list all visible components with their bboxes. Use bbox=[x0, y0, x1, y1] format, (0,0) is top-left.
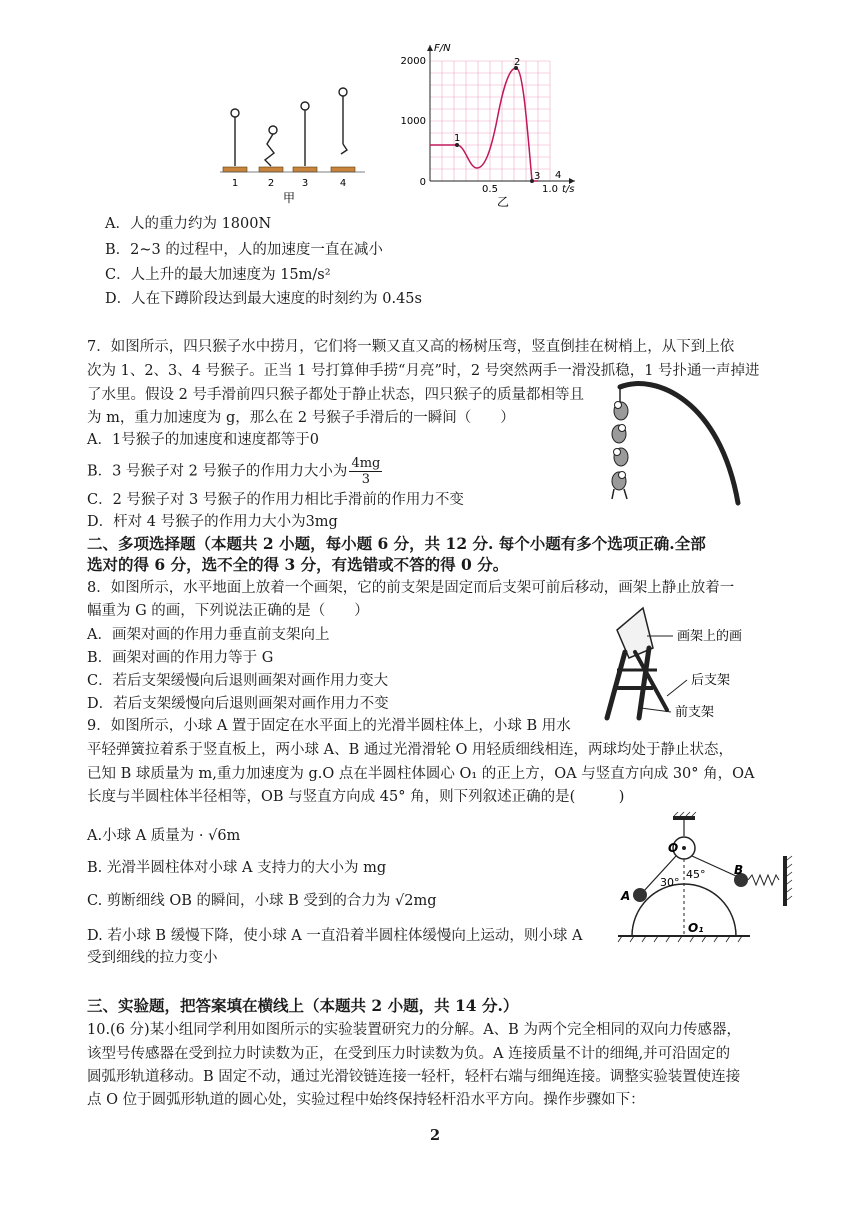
jia-label-1: 1 bbox=[231, 178, 239, 189]
section-2-heading-line-1: 二、多项选择题（本题共 2 小题，每小题 6 分，共 12 分. 每个小题有多个选项正确.全部 bbox=[87, 534, 706, 553]
figure-jia bbox=[215, 80, 375, 210]
q7-option-c: C．2 号猴子对 3 号猴子的作用力相比手滑前的作用力不变 bbox=[87, 492, 464, 508]
q6-option-c: C．人上升的最大加速度为 15m/s² bbox=[105, 267, 331, 283]
force-plate-3 bbox=[293, 167, 317, 172]
jia-label-2: 2 bbox=[267, 178, 275, 189]
monkey-3-icon bbox=[612, 425, 626, 444]
person-4-figure bbox=[339, 88, 347, 154]
q6-option-d: D．人在下蹲阶段达到最大速度的时刻约为 0.45s bbox=[105, 291, 422, 307]
x-tick-1-0: 1.0 bbox=[542, 184, 558, 195]
label-back-support: 后支架 bbox=[691, 673, 731, 688]
monkey-1-icon bbox=[612, 472, 627, 500]
q8-stem-line-1: 8．如图所示，水平地面上放着一个画架，它的前支架是固定而后支架可前后移动，画架上静止放着一 bbox=[87, 580, 735, 596]
front-leg bbox=[607, 652, 625, 718]
bent-tree-trunk bbox=[620, 384, 738, 503]
q9-stem-line-4: 长度与半圆柱体半径相等，OB 与竖直方向成 45° 角，则下列叙述正确的是( ) bbox=[87, 789, 625, 805]
q7-stem-line-3: 了水里。假设 2 号手滑前四只猴子都处于静止状态，四只猴子的质量都相等且 bbox=[87, 387, 584, 403]
q8-option-c: C．若后支架缓慢向后退则画架对画作用力变大 bbox=[87, 673, 389, 689]
q10-line-2: 该型号传感器在受到拉力时读数为正，在受到压力时读数为负。A 连接质量不计的细绳,并可沿固定的 bbox=[87, 1046, 731, 1062]
q9-option-c: C. 剪断细线 OB 的瞬间，小球 B 受到的合力为 √2mg bbox=[87, 893, 437, 909]
person-2-figure bbox=[265, 126, 277, 166]
point-label-4: 4 bbox=[555, 170, 562, 181]
y-axis-label: F/N bbox=[434, 43, 451, 54]
force-plate-1 bbox=[223, 167, 247, 172]
section-2-heading-line-2: 选对的得 6 分，选不全的得 3 分，有选错或不答的得 0 分。 bbox=[87, 555, 509, 574]
person-1-figure bbox=[231, 109, 239, 166]
q9-option-a: A.小球 A 质量为 · √6m bbox=[87, 828, 241, 844]
x-tick-0-5: 0.5 bbox=[482, 184, 498, 195]
ball-a-icon bbox=[633, 888, 647, 902]
y-tick-2000: 2000 bbox=[400, 56, 426, 67]
q6-option-b: B．2~3 的过程中，人的加速度一直在减小 bbox=[105, 242, 383, 258]
yi-caption: 乙 bbox=[496, 195, 510, 209]
monkey-2-icon bbox=[614, 448, 629, 466]
figure-easel bbox=[595, 600, 770, 725]
label-angle-45: 45° bbox=[686, 868, 706, 881]
q8-option-b: B．画架对画的作用力等于 G bbox=[87, 650, 274, 666]
q7-option-d: D．杆对 4 号猴子的作用力大小为3mg bbox=[87, 514, 338, 530]
q6-option-a: A．人的重力约为 1800N bbox=[105, 216, 272, 232]
q9-option-b: B. 光滑半圆柱体对小球 A 支持力的大小为 mg bbox=[87, 860, 387, 876]
q8-option-d: D．若后支架缓慢向后退则画架对画作用力不变 bbox=[87, 696, 389, 712]
q8-option-a: A．画架对画的作用力垂直前支架向上 bbox=[87, 627, 330, 643]
jia-label-3: 3 bbox=[301, 178, 309, 189]
point-label-1: 1 bbox=[454, 133, 461, 144]
x-axis-label: t/s bbox=[562, 184, 575, 195]
q10-line-3: 圆弧形轨道移动。B 固定不动，通过光滑铰链连接一轻杆，轻杆右端与细绳连接。调整实验装置使连接 bbox=[87, 1069, 741, 1085]
person-3-figure bbox=[301, 102, 309, 166]
force-plate-2 bbox=[259, 167, 283, 172]
figure-monkeys-tree bbox=[600, 375, 745, 515]
q9-option-d-line-2: 受到细线的拉力变小 bbox=[87, 950, 218, 966]
figure-yi-force-time-graph bbox=[400, 40, 590, 210]
q9-option-d-line-1: D. 若小球 B 缓慢下降，使小球 A 一直沿着半圆柱体缓慢向上运动，则小球 A bbox=[87, 928, 583, 944]
q10-line-1: 10.(6 分)某小组同学利用如图所示的实验装置研究力的分解。A、B 为两个完全相同的双向力传感器， bbox=[87, 1022, 741, 1038]
q8-stem-line-2: 幅重为 G 的画，下列说法正确的是（ ） bbox=[87, 603, 369, 619]
q7-stem-line-2: 次为 1、2、3、4 号猴子。正当 1 号打算伸手捞“月亮”时，2 号突然两手一滑没抓稳，1 号扑通一声掉进 bbox=[87, 363, 760, 379]
q7-option-b-text: B．3 号猴子对 2 号猴子的作用力大小为 bbox=[87, 463, 348, 480]
label-front-support: 前支架 bbox=[675, 705, 715, 720]
label-o: O bbox=[668, 841, 679, 855]
force-plate-4 bbox=[331, 167, 355, 172]
jia-label-4: 4 bbox=[339, 178, 347, 189]
page-number: 2 bbox=[430, 1127, 441, 1144]
figure-half-cylinder-pulley bbox=[610, 812, 800, 950]
section-3-heading: 三、实验题，把答案填在横线上（本题共 2 小题，共 14 分.） bbox=[87, 996, 519, 1015]
q7-stem-line-1: 7．如图所示，四只猴子水中捞月，它们将一颗又直又高的杨树压弯，竖直倒挂在树梢上，从下到上依 bbox=[87, 339, 735, 355]
label-a: A bbox=[621, 889, 631, 903]
q7-option-a: A．1号猴子的加速度和速度都等于0 bbox=[87, 432, 319, 448]
spring-icon bbox=[748, 875, 779, 885]
y-tick-0: 0 bbox=[419, 177, 426, 188]
jia-caption: 甲 bbox=[282, 191, 296, 205]
q10-line-4: 点 O 位于圆弧形轨道的圆心处，实验过程中始终保持轻杆沿水平方向。操作步骤如下： bbox=[87, 1092, 645, 1108]
q7-option-b bbox=[87, 456, 382, 487]
q9-stem-line-1: 9．如图所示，小球 A 置于固定在水平面上的光滑半圆柱体上，小球 B 用水 bbox=[87, 718, 571, 734]
label-angle-30: 30° bbox=[660, 876, 680, 889]
label-painting: 画架上的画 bbox=[677, 629, 743, 644]
label-o1: O₁ bbox=[688, 921, 704, 935]
point-label-3: 3 bbox=[534, 171, 541, 182]
point-label-2: 2 bbox=[514, 57, 521, 68]
label-b: B bbox=[734, 863, 744, 877]
y-tick-1000: 1000 bbox=[400, 116, 426, 127]
fraction-denominator: 3 bbox=[361, 472, 371, 487]
q7-stem-line-4: 为 m，重力加速度为 g，那么在 2 号猴子手滑后的一瞬间（ ） bbox=[87, 410, 515, 426]
fraction-4mg-over-3 bbox=[349, 456, 382, 487]
q9-stem-line-2: 平轻弹簧拉着系于竖直板上，两小球 A、B 通过光滑滑轮 O 用轻质细线相连，两球均处于静止状态， bbox=[87, 742, 733, 758]
monkey-4-icon bbox=[614, 402, 628, 421]
fraction-numerator: 4mg bbox=[351, 456, 381, 471]
q9-stem-line-3: 已知 B 球质量为 m,重力加速度为 g.O 点在半圆柱体圆心 O₁ 的正上方，OA 与竖直方向成 30° 角，OA bbox=[87, 766, 755, 782]
